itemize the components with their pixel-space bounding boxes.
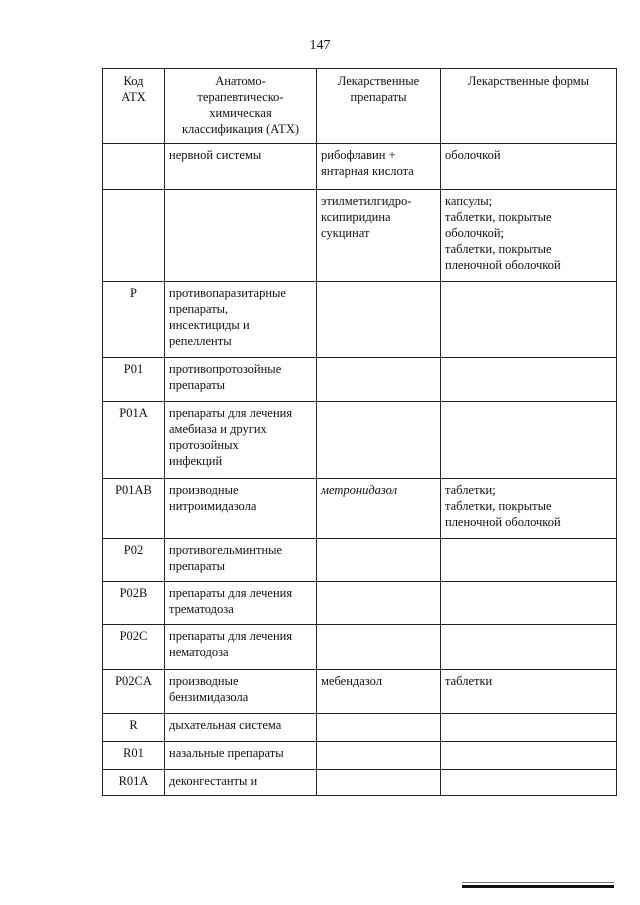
cell-drug: метронидазол	[317, 479, 441, 539]
table-row	[103, 670, 617, 714]
cell-classification: противопротозойные препараты	[165, 358, 317, 402]
cell-form	[441, 742, 617, 770]
header-drugs: Лекарственные препараты	[317, 69, 441, 144]
cell-code	[103, 190, 165, 282]
cell-code: R01	[103, 742, 165, 770]
header-row	[103, 69, 617, 144]
cell-drug: рибофлавин + янтарная кислота	[317, 144, 441, 190]
cell-drug	[317, 582, 441, 625]
cell-drug	[317, 714, 441, 742]
table-row	[103, 479, 617, 539]
cell-drug	[317, 402, 441, 479]
cell-form	[441, 539, 617, 582]
cell-classification: противогельминтные препараты	[165, 539, 317, 582]
cell-classification: назальные препараты	[165, 742, 317, 770]
cell-form	[441, 714, 617, 742]
cell-classification: препараты для лечения амебиаза и других протозойных инфекций	[165, 402, 317, 479]
cell-drug	[317, 282, 441, 358]
cell-form	[441, 625, 617, 670]
table-row	[103, 582, 617, 625]
cell-code	[103, 144, 165, 190]
cell-code: P01AB	[103, 479, 165, 539]
table-row	[103, 282, 617, 358]
table-row	[103, 742, 617, 770]
cell-drug	[317, 625, 441, 670]
header-code: Код АТХ	[103, 69, 165, 144]
cell-form	[441, 582, 617, 625]
cell-drug: мебендазол	[317, 670, 441, 714]
cell-drug	[317, 539, 441, 582]
cell-code: P02	[103, 539, 165, 582]
cell-classification: препараты для лечения нематодоза	[165, 625, 317, 670]
cell-form	[441, 358, 617, 402]
atx-table	[102, 68, 617, 796]
table-row	[103, 358, 617, 402]
cell-form	[441, 770, 617, 796]
cell-code: P02C	[103, 625, 165, 670]
header-classification: Анатомо- терапевтическо- химическая классификация (АТХ)	[165, 69, 317, 144]
cell-drug	[317, 742, 441, 770]
cell-drug: этилметилгидро- ксипиридина сукцинат	[317, 190, 441, 282]
cell-form	[441, 402, 617, 479]
cell-code: R	[103, 714, 165, 742]
table-row	[103, 625, 617, 670]
cell-code: P01A	[103, 402, 165, 479]
cell-code: P01	[103, 358, 165, 402]
table-row	[103, 770, 617, 796]
cell-classification: противопаразитарные препараты, инсектициды и репелленты	[165, 282, 317, 358]
table-row	[103, 539, 617, 582]
cell-classification: деконгестанты и	[165, 770, 317, 796]
cell-drug	[317, 358, 441, 402]
cell-classification: дыхательная система	[165, 714, 317, 742]
page-number: 147	[309, 38, 331, 53]
footer-divider	[462, 885, 614, 888]
cell-form	[441, 282, 617, 358]
cell-classification: производные бензимидазола	[165, 670, 317, 714]
cell-classification: производные нитроимидазола	[165, 479, 317, 539]
footer-divider-thin	[462, 882, 614, 883]
cell-drug	[317, 770, 441, 796]
cell-classification: нервной системы	[165, 144, 317, 190]
table-row	[103, 714, 617, 742]
cell-classification	[165, 190, 317, 282]
table-row	[103, 144, 617, 190]
cell-code: R01A	[103, 770, 165, 796]
header-forms: Лекарственные формы	[441, 69, 617, 144]
cell-code: P02CA	[103, 670, 165, 714]
table-row	[103, 402, 617, 479]
cell-form: таблетки	[441, 670, 617, 714]
table-row	[103, 190, 617, 282]
cell-form: оболочкой	[441, 144, 617, 190]
cell-code: P02B	[103, 582, 165, 625]
cell-code: P	[103, 282, 165, 358]
cell-classification: препараты для лечения трематодоза	[165, 582, 317, 625]
cell-form: капсулы; таблетки, покрытые оболочкой; таблетки, покрытые пленочной оболочкой	[441, 190, 617, 282]
cell-form: таблетки; таблетки, покрытые пленочной оболочкой	[441, 479, 617, 539]
